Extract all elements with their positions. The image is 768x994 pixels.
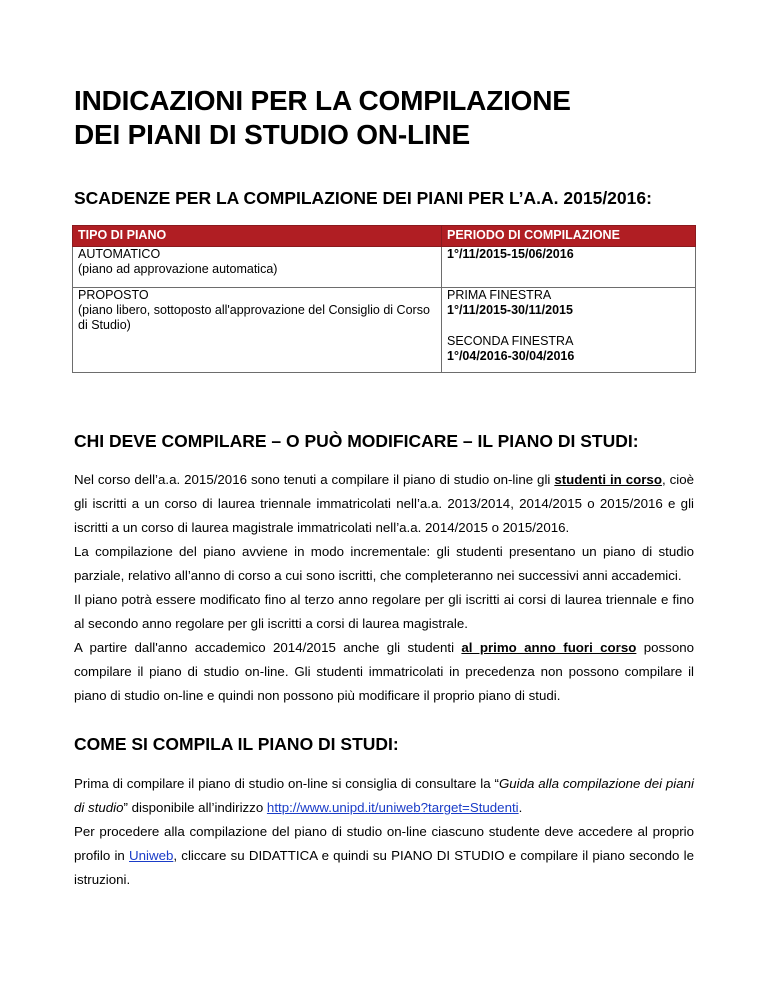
how-section-body: [74, 772, 694, 892]
section-deadlines-heading: SCADENZE PER LA COMPILAZIONE DEI PIANI PER L’A.A. 2015/2016:: [74, 188, 652, 208]
second-window-label: SECONDA FINESTRA: [447, 334, 574, 348]
plan-type-cell: [73, 247, 442, 288]
section-who-heading: CHI DEVE COMPILARE – O PUÒ MODIFICARE – IL PIANO DI STUDI:: [74, 431, 639, 451]
plan-type-note: (piano ad approvazione automatica): [78, 262, 278, 276]
uniweb-link[interactable]: Uniweb: [129, 848, 174, 863]
title-line-2: DEI PIANI DI STUDIO ON-LINE: [74, 119, 470, 150]
who-paragraph-3: Il piano potrà essere modificato fino al terzo anno regolare per gli iscritti ai corsi di laurea triennale e fino al secondo anno regolare per gli iscritti a corsi di laurea magistrale.: [74, 592, 694, 631]
first-window-dates: 1°/11/2015-30/11/2015: [447, 303, 573, 317]
how-paragraph-2: Per procedere alla compilazione del piano di studio on-line ciascuno studente deve accedere al proprio profilo in Uniweb, cliccare su DIDATTICA e quindi su PIANO DI STUDIO e compilare il piano secondo le istruzioni.: [74, 824, 694, 887]
who-section-body: [74, 468, 694, 708]
table-header-row: [73, 226, 696, 247]
plan-type-note: (piano libero, sottoposto all'approvazione del Consiglio di Corso di Studio): [78, 303, 430, 332]
period-cell: [442, 247, 696, 288]
plan-type-cell: [73, 288, 442, 373]
first-window-label: PRIMA FINESTRA: [447, 288, 552, 302]
deadlines-table: [72, 225, 696, 373]
who-paragraph-2: La compilazione del piano avviene in modo incrementale: gli studenti presentano un piano di studio parziale, relativo all’anno di corso a cui sono iscritti, che completeranno nei successivi anni accademici.: [74, 544, 694, 583]
second-window-dates: 1°/04/2016-30/04/2016: [447, 349, 575, 363]
section-how-heading: COME SI COMPILA IL PIANO DI STUDI:: [74, 734, 399, 754]
period-dates: 1°/11/2015-15/06/2016: [447, 247, 574, 261]
who-paragraph-1: Nel corso dell’a.a. 2015/2016 sono tenuti a compilare il piano di studio on-line gli studenti in corso, cioè gli iscritti a un corso di laurea triennale immatricolati nell’a.a. 2013/2014, 2014/2015 o 2015/2016 e gli iscritti a un corso di laurea magistrale immatricolati nell’a.a. 2014/2015 o 2015/2016.: [74, 472, 694, 535]
how-paragraph-1: Prima di compilare il piano di studio on-line si consiglia di consultare la “Guida alla compilazione dei piani di studio” disponibile all’indirizzo http://www.unipd.it/uniweb?target=Studenti.: [74, 776, 695, 815]
page-title: [74, 84, 571, 152]
guide-title: Guida alla compilazione dei piani di studio: [74, 776, 695, 815]
period-cell: [442, 288, 696, 373]
plan-type-automatic: AUTOMATICO: [78, 247, 161, 261]
studenti-link[interactable]: http://www.unipd.it/uniweb?target=Studenti: [266, 800, 519, 815]
who-paragraph-4: A partire dall'anno accademico 2014/2015 anche gli studenti al primo anno fuori corso possono compilare il piano di studio on-line. Gli studenti immatricolati in precedenza non possono compilare il piano di studio on-line e quindi non possono più modificare il proprio piano di studi.: [74, 640, 695, 703]
title-line-1: INDICAZIONI PER LA COMPILAZIONE: [74, 85, 571, 116]
table-row: [73, 247, 696, 288]
plan-type-proposed: PROPOSTO: [78, 288, 149, 302]
table-row: [73, 288, 696, 373]
col-header-period: PERIODO DI COMPILAZIONE: [442, 226, 696, 247]
emphasis-students-in-course: studenti in corso: [554, 472, 662, 487]
col-header-plan-type: TIPO DI PIANO: [73, 226, 442, 247]
emphasis-first-year-out-of-course: al primo anno fuori corso: [461, 640, 637, 655]
